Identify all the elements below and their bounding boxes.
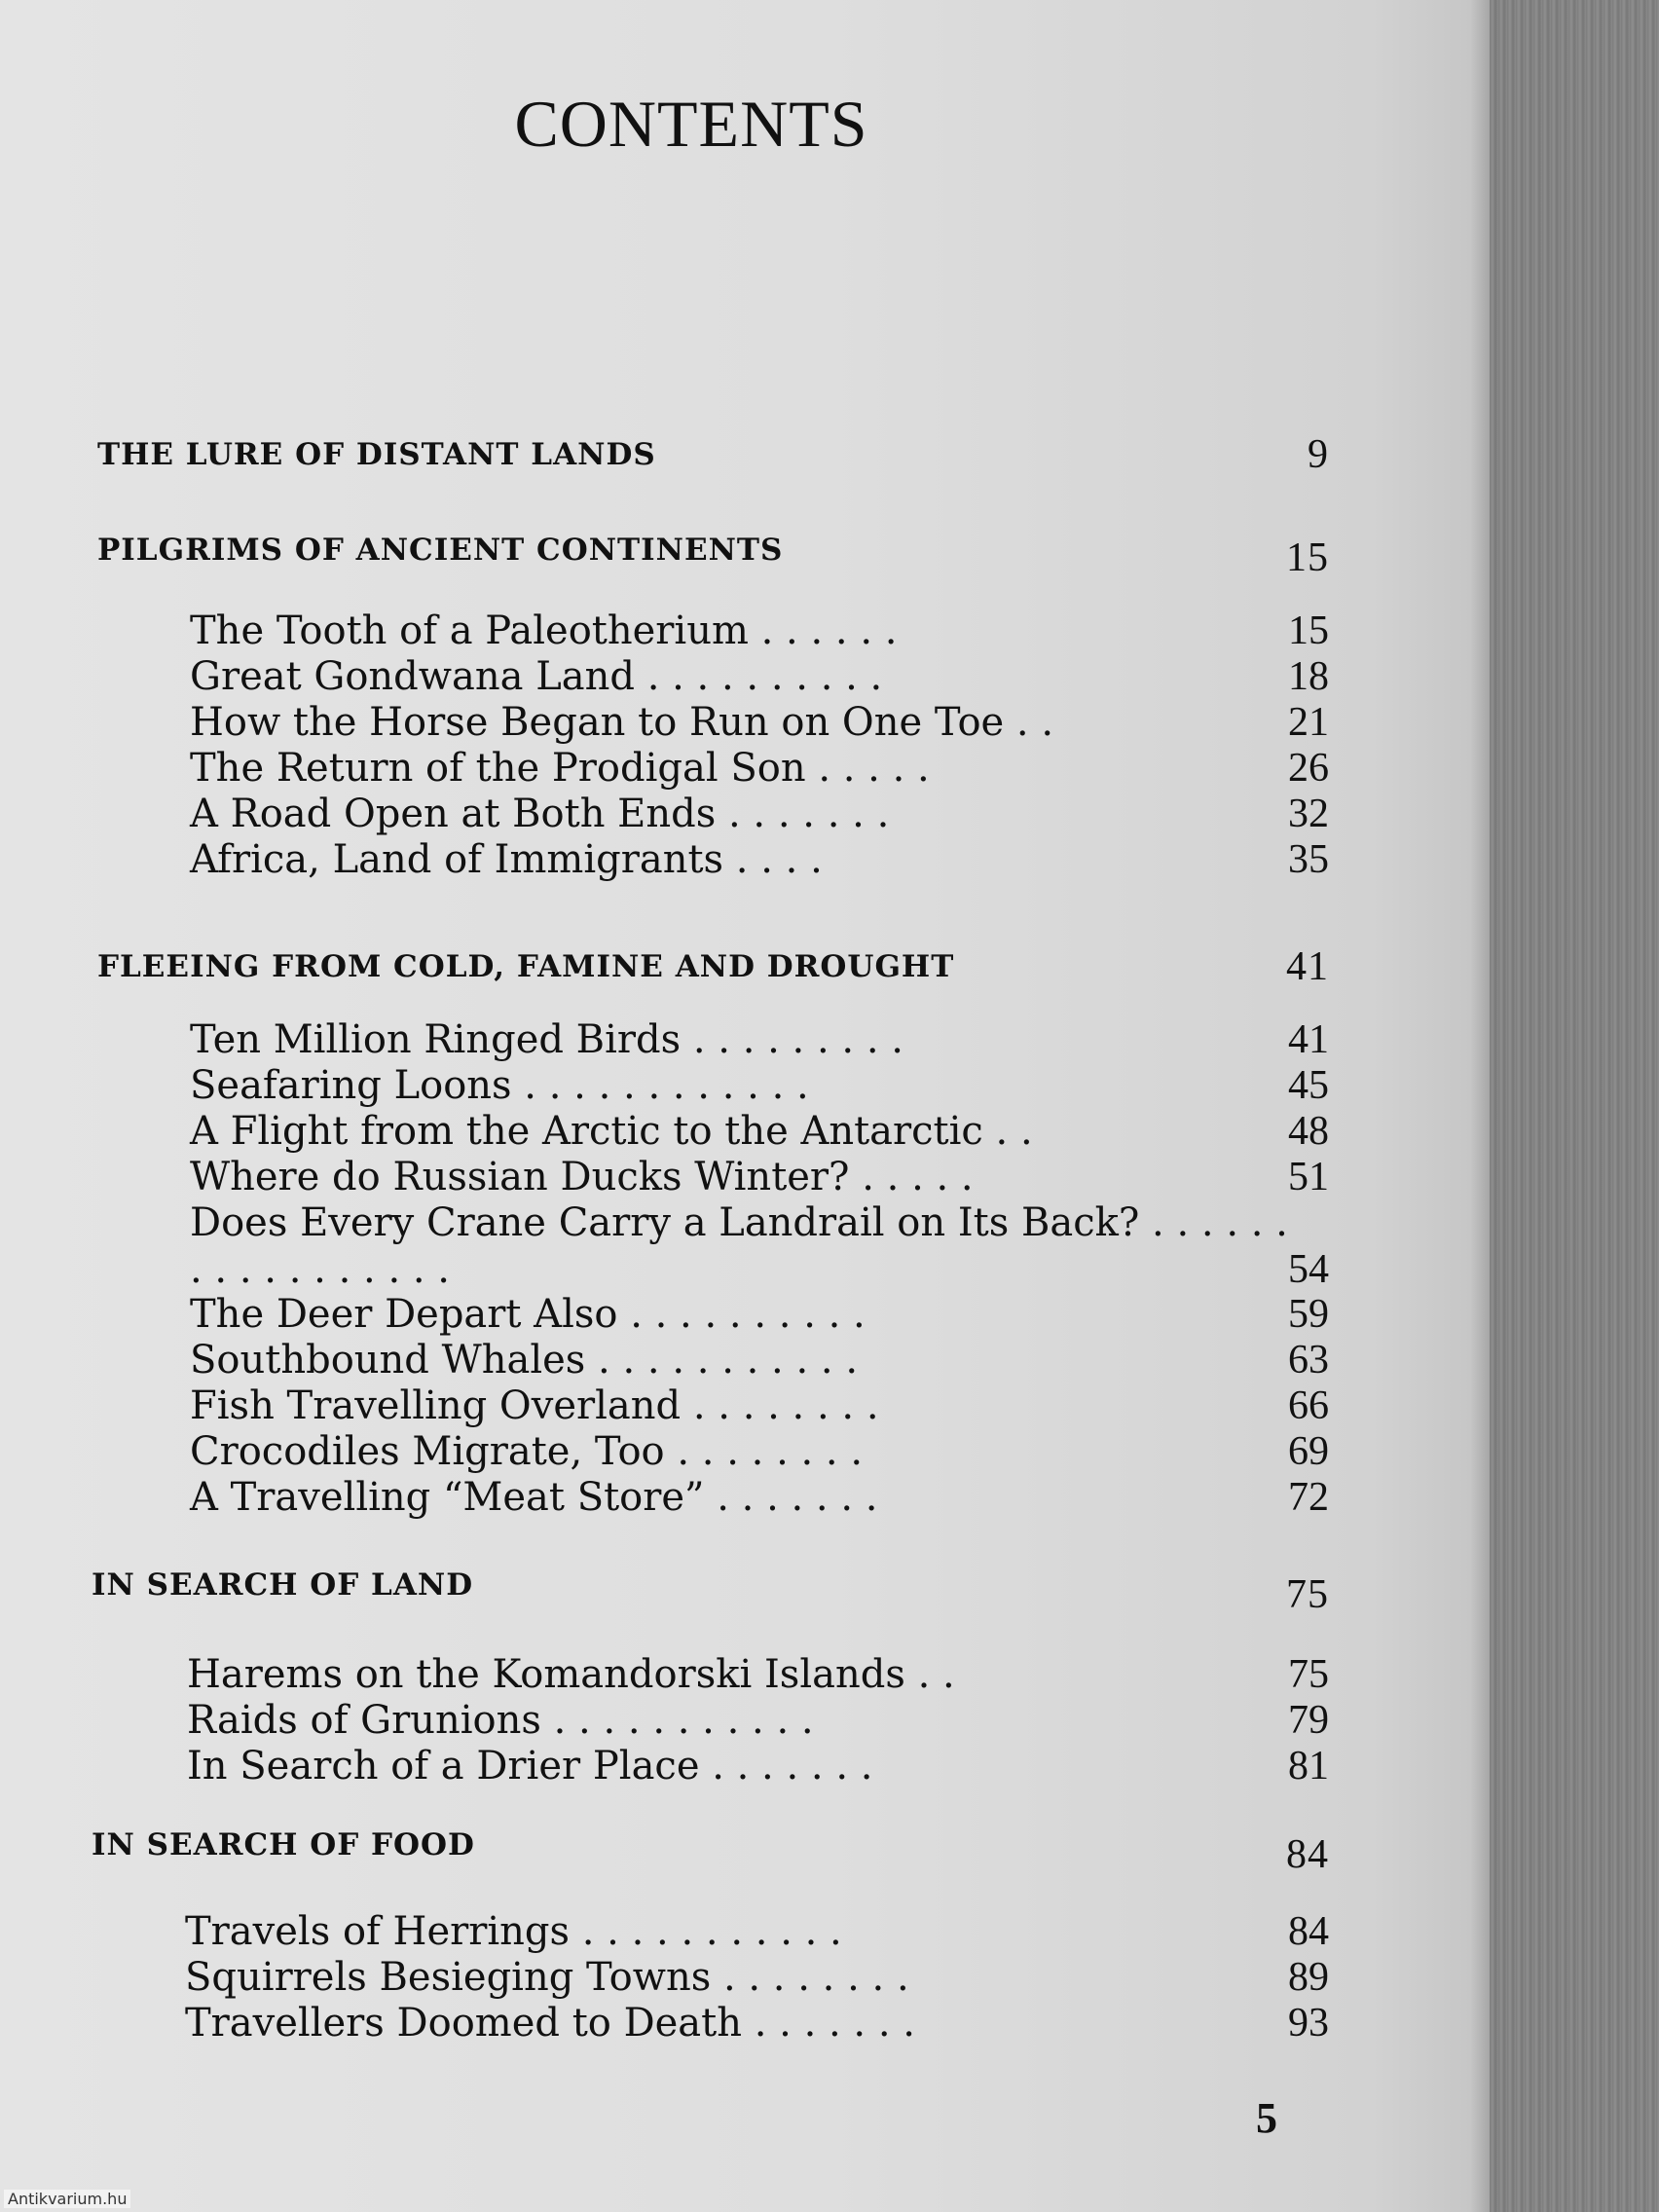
section-title: THE LURE OF DISTANT LANDS [97,437,656,472]
toc-entry [190,1428,1329,1475]
section-heading [97,430,1329,479]
toc-entry [190,1154,1329,1200]
entry-page-number: 35 [1288,837,1329,882]
entry-page-number: 63 [1288,1338,1329,1382]
entry-page-number: 51 [1288,1155,1329,1199]
entry-title: How the Horse Began to Run on One Toe . . [190,700,1054,745]
section-title: FLEEING FROM COLD, FAMINE AND DROUGHT [97,949,955,984]
section-page-number: 9 [1308,432,1329,477]
entry-page-number: 59 [1288,1292,1329,1337]
toc-entry [190,1062,1329,1109]
toc-entry [190,608,1329,654]
watermark: Antikvarium.hu [4,2190,130,2208]
toc-entry [190,699,1329,746]
entry-page-number: 93 [1288,2001,1329,2046]
toc-entry [187,1743,1329,1789]
toc-entry [190,1474,1329,1521]
section-heading [92,1821,1329,1877]
entry-page-number: 26 [1288,746,1329,791]
toc-entry [190,653,1329,700]
toc-entry [185,1954,1329,2001]
section-title: IN SEARCH OF FOOD [92,1827,475,1862]
entry-page-number: 32 [1288,792,1329,836]
book-spine [1490,0,1659,2212]
entry-page-number: 72 [1288,1475,1329,1520]
toc-entry [190,1199,1329,1293]
entry-title: Travellers Doomed to Death . . . . . . . [185,2001,915,2046]
entry-title: Fish Travelling Overland . . . . . . . . [190,1383,879,1428]
entry-title: Where do Russian Ducks Winter? . . . . . [190,1155,974,1199]
entry-title: Travels of Herrings . . . . . . . . . . . [185,1909,842,1954]
entry-title: Southbound Whales . . . . . . . . . . . [190,1338,859,1382]
entry-title: Harems on the Komandorski Islands . . [187,1652,955,1697]
section-page-number: 41 [1286,944,1329,989]
toc-entry [187,1697,1329,1744]
entry-title: Great Gondwana Land . . . . . . . . . . [190,654,883,699]
section-title: IN SEARCH OF LAND [92,1567,474,1603]
entry-title: Squirrels Besieging Towns . . . . . . . . [185,1955,909,2000]
entry-page-number: 89 [1288,1955,1329,2000]
entry-page-number: 75 [1288,1652,1329,1697]
entry-title: In Search of a Drier Place . . . . . . . [187,1744,873,1788]
toc-entry [190,1016,1329,1063]
section-title: PILGRIMS OF ANCIENT CONTINENTS [97,533,784,568]
toc-entry [190,836,1329,883]
toc-entry [190,745,1329,792]
entry-title: The Return of the Prodigal Son . . . . . [190,746,930,791]
entry-page-number: 15 [1288,608,1329,653]
entry-page-number: 45 [1288,1063,1329,1108]
page-title: CONTENTS [514,87,868,161]
entry-page-number: 81 [1288,1744,1329,1788]
entry-title: A Flight from the Arctic to the Antarctic . . [190,1109,1033,1154]
toc-entry [190,791,1329,837]
entry-title: Crocodiles Migrate, Too . . . . . . . . [190,1429,864,1474]
entry-title: Seafaring Loons . . . . . . . . . . . . [190,1063,809,1108]
entry-page-number: 41 [1288,1017,1329,1062]
section-heading [92,1561,1329,1617]
toc-entry [190,1337,1329,1383]
section-page-number: 15 [1286,535,1329,580]
section-heading [97,526,1329,580]
toc-entry [190,1108,1329,1155]
page-shadow [1470,0,1490,2212]
entry-page-number: 54 [1288,1247,1329,1292]
section-heading [97,942,1329,991]
entry-title: A Road Open at Both Ends . . . . . . . [190,792,890,836]
entry-title: A Travelling “Meat Store” . . . . . . . [190,1475,878,1520]
entry-page-number: 21 [1288,700,1329,745]
toc-entry [190,1382,1329,1429]
entry-page-number: 48 [1288,1109,1329,1154]
entry-title: Raids of Grunions . . . . . . . . . . . [187,1698,814,1743]
entry-title: The Deer Depart Also . . . . . . . . . . [190,1292,866,1337]
entry-title: Africa, Land of Immigrants . . . . [190,837,823,882]
page-number: 5 [1256,2094,1277,2142]
entry-title: Does Every Crane Carry a Landrail on Its Back? . . . . . . . . . . . . . . . . . [190,1200,1288,1292]
entry-page-number: 69 [1288,1429,1329,1474]
entry-page-number: 84 [1288,1909,1329,1954]
section-page-number: 84 [1286,1832,1329,1877]
entry-page-number: 18 [1288,654,1329,699]
entry-page-number: 79 [1288,1698,1329,1743]
toc-entry [190,1291,1329,1338]
toc-entry [185,1908,1329,1955]
entry-title: Ten Million Ringed Birds . . . . . . . . . [190,1017,903,1062]
section-page-number: 75 [1286,1572,1329,1617]
entry-page-number: 66 [1288,1383,1329,1428]
toc-entry [187,1651,1329,1698]
entry-title: The Tooth of a Paleotherium . . . . . . [190,608,898,653]
toc-entry [185,2000,1329,2046]
